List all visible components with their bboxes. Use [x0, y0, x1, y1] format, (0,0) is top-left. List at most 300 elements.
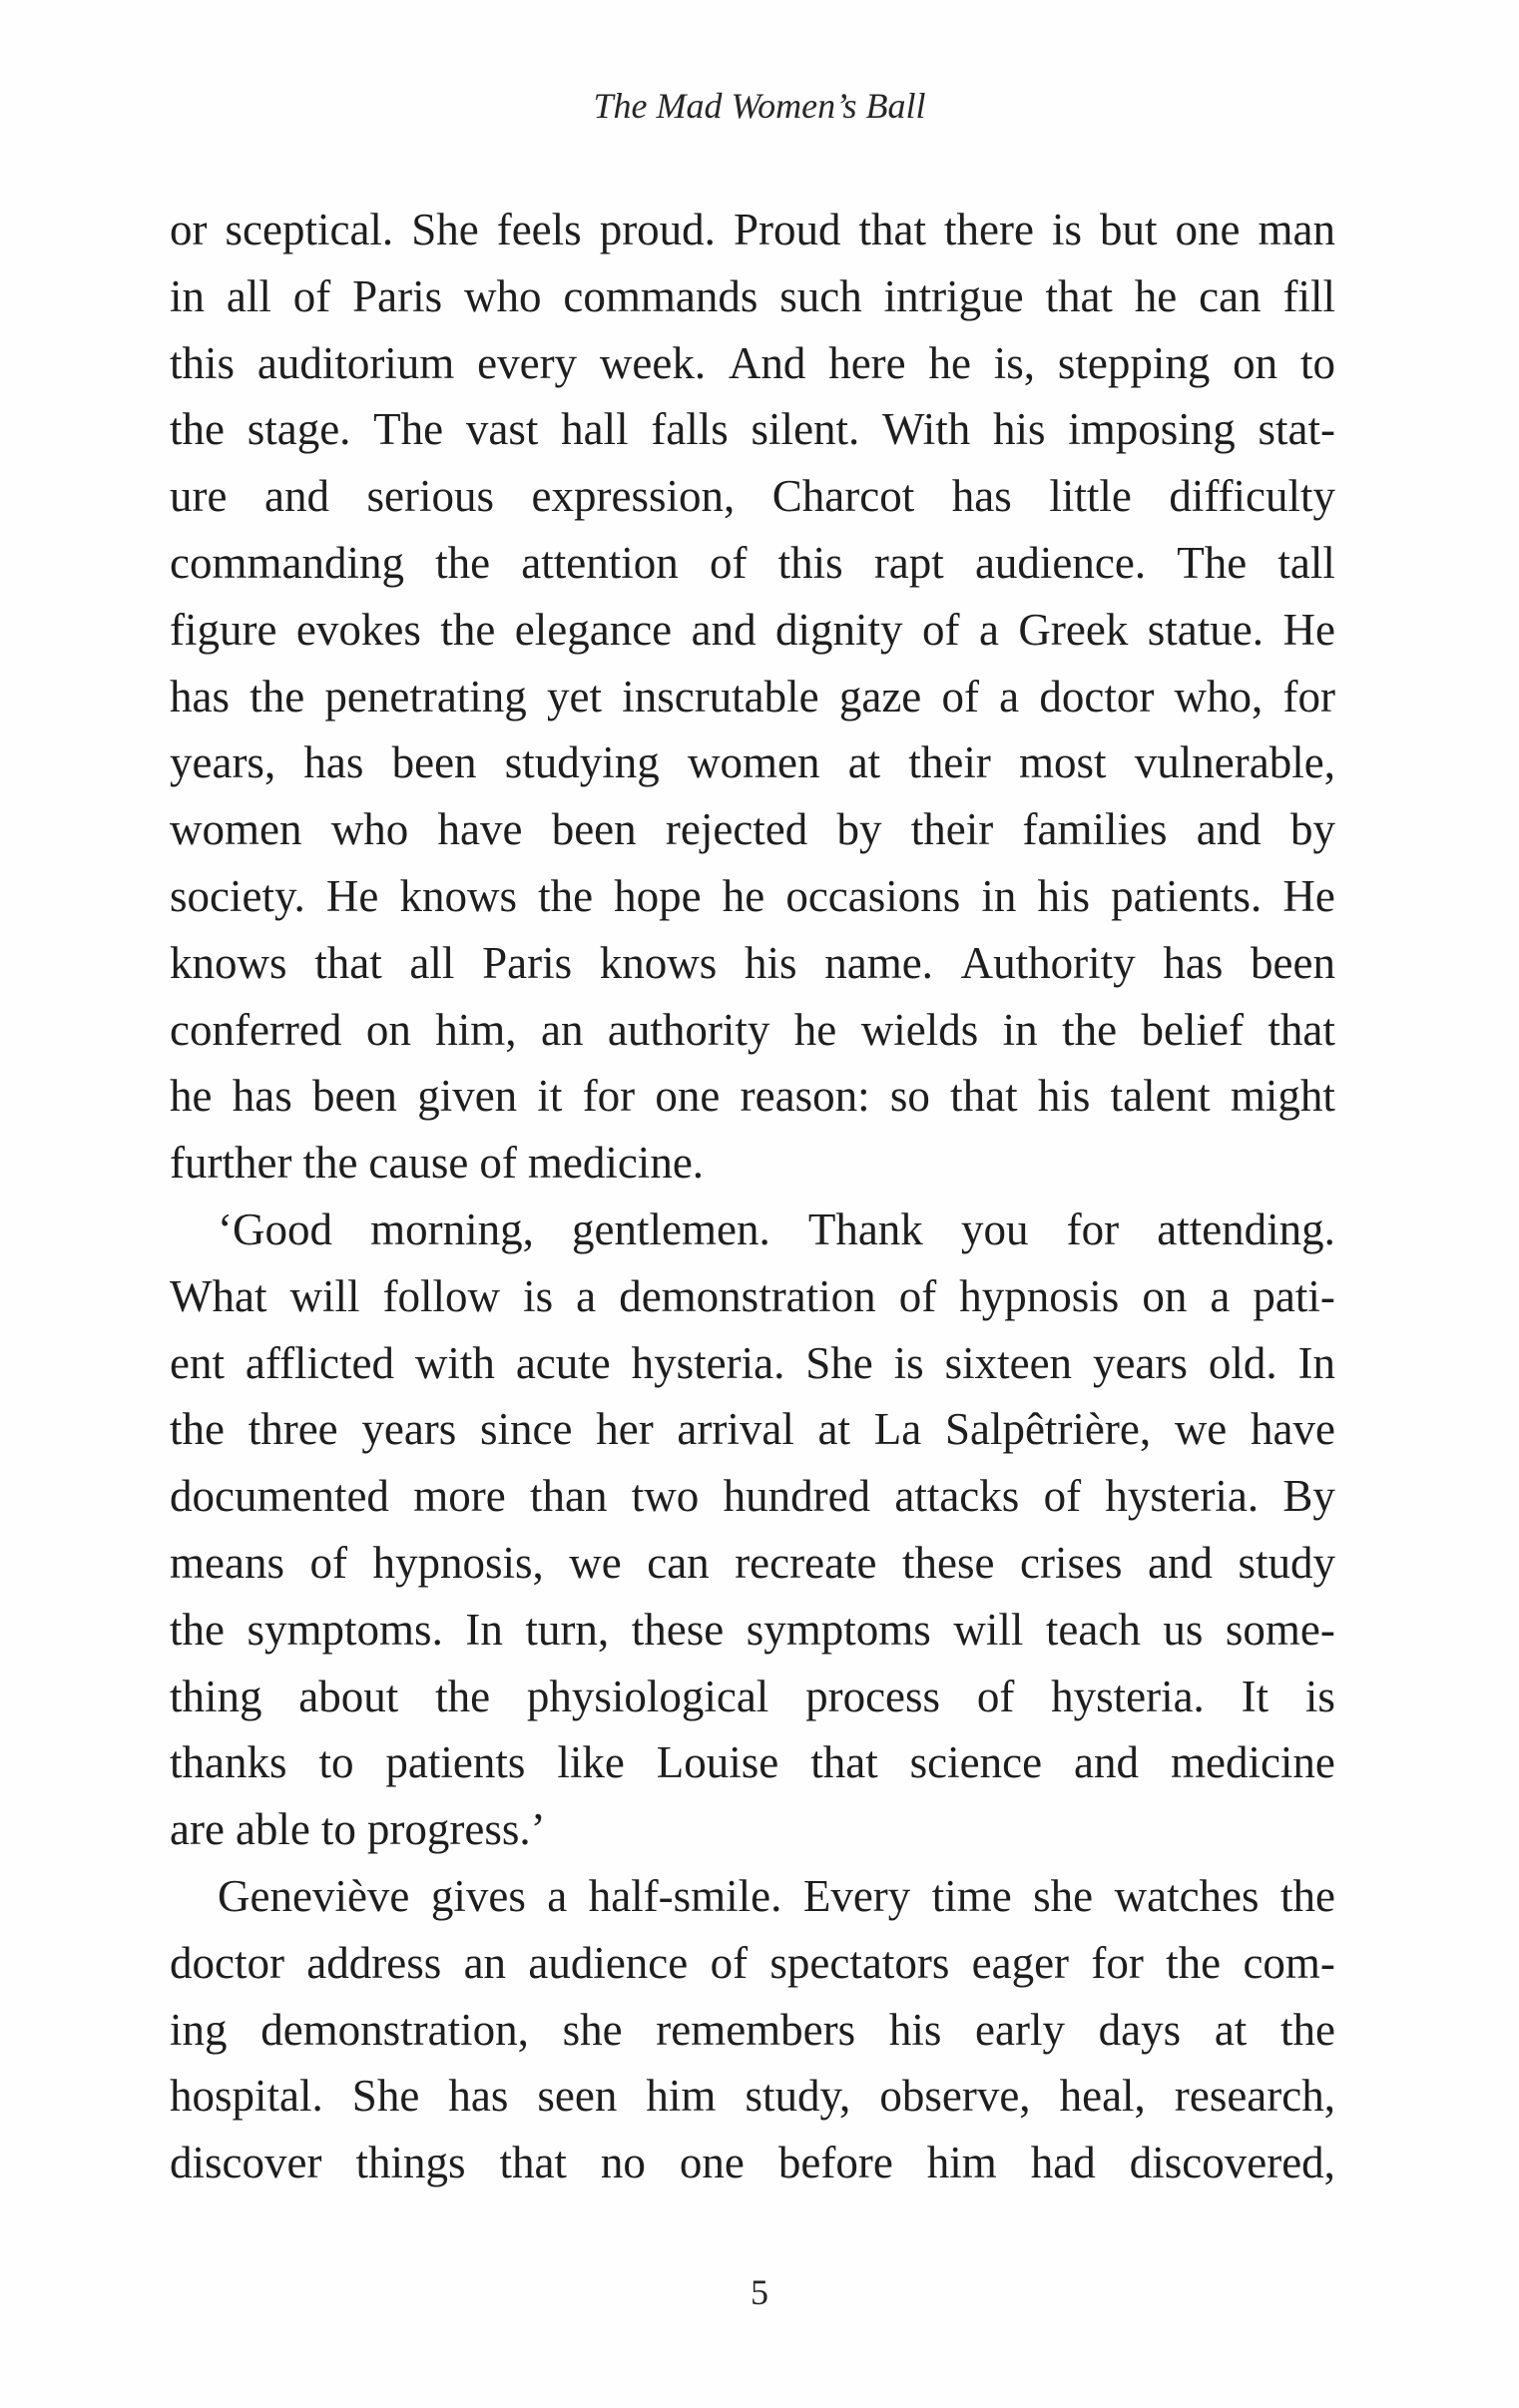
word: fill	[1282, 270, 1335, 321]
word: will	[953, 1604, 1024, 1655]
word: at	[847, 737, 881, 788]
word: He	[325, 870, 379, 921]
text-line	[170, 1396, 1335, 1463]
word: in	[170, 270, 206, 321]
word: their	[908, 737, 991, 788]
word: he	[722, 870, 765, 921]
word: to	[320, 1804, 356, 1855]
word: ent	[170, 1337, 225, 1388]
word: little	[1049, 471, 1132, 522]
word: of	[898, 1270, 937, 1321]
word: all	[226, 270, 271, 321]
word: doctor	[1039, 671, 1155, 722]
word: is,	[993, 337, 1036, 388]
word: of	[976, 1671, 1015, 1721]
word: study,	[745, 2071, 851, 2122]
word: and	[264, 471, 329, 522]
text-line	[170, 330, 1335, 397]
word: of	[922, 604, 960, 655]
page-number: 5	[751, 2272, 768, 2312]
text-line	[170, 1597, 1335, 1664]
word: cause	[368, 1138, 469, 1189]
word: proud.	[599, 205, 716, 254]
word: that	[1267, 1004, 1335, 1055]
word: man	[1258, 205, 1335, 254]
word: It	[1241, 1671, 1269, 1721]
word: is	[893, 1337, 924, 1388]
word: statue.	[1147, 604, 1264, 655]
word: to	[1299, 337, 1335, 388]
word: he	[928, 337, 971, 388]
word: society.	[170, 870, 305, 921]
word: And	[728, 337, 806, 388]
word: inscrutable	[622, 671, 819, 722]
word: years	[361, 1404, 457, 1455]
word: one	[655, 1071, 721, 1122]
word: Authority	[960, 937, 1136, 988]
word: him,	[435, 1004, 517, 1055]
word: she	[562, 2004, 623, 2055]
word: pati-	[1253, 1270, 1335, 1321]
word: the	[1166, 1937, 1222, 1988]
word: He	[1282, 604, 1335, 655]
word: these	[631, 1604, 725, 1655]
word: their	[910, 804, 994, 855]
word: authority	[607, 1004, 770, 1055]
word: crises	[1020, 1537, 1123, 1588]
word: that	[1045, 270, 1113, 321]
word: there	[943, 205, 1034, 254]
word: is	[523, 1270, 554, 1321]
word: belief	[1141, 1004, 1244, 1055]
word: before	[777, 2138, 893, 2188]
word: symptoms	[746, 1604, 931, 1655]
word: women	[170, 804, 302, 855]
word: penetrating	[324, 671, 527, 722]
text-line	[170, 1130, 1335, 1197]
word: will	[289, 1270, 360, 1321]
word: most	[1019, 737, 1107, 788]
word: acute	[515, 1337, 611, 1388]
word: have	[437, 804, 523, 855]
word: research,	[1174, 2071, 1335, 2122]
word: In	[465, 1604, 503, 1655]
word: and	[691, 604, 757, 655]
word: has	[448, 2071, 509, 2122]
word: for	[582, 1071, 636, 1122]
word: intrigue	[883, 270, 1024, 321]
text-line	[170, 1063, 1335, 1130]
word: been	[391, 737, 477, 788]
word: Thank	[807, 1204, 923, 1254]
word: science	[909, 1737, 1043, 1788]
word: gentlemen.	[572, 1204, 770, 1254]
word: given	[417, 1071, 518, 1122]
word: here	[828, 337, 906, 388]
word: of	[1043, 1471, 1082, 1522]
word: morning,	[370, 1204, 534, 1254]
word: women	[688, 737, 820, 788]
word: patients	[385, 1737, 526, 1788]
word: She	[351, 2071, 420, 2122]
text-line	[170, 530, 1335, 597]
word: The	[1177, 537, 1248, 588]
word: more	[413, 1471, 506, 1522]
word: wields	[860, 1004, 979, 1055]
word: gives	[430, 1870, 526, 1921]
word: three	[248, 1404, 338, 1455]
word: reason:	[740, 1071, 870, 1122]
text-line	[170, 1729, 1335, 1796]
word: sceptical.	[225, 205, 394, 254]
word: every	[477, 337, 578, 388]
word: hope	[614, 870, 702, 921]
word: like	[557, 1737, 625, 1788]
word: name.	[824, 937, 933, 988]
word: on	[1233, 337, 1278, 388]
word: we	[569, 1537, 622, 1588]
word: falls	[651, 404, 729, 455]
word: a	[576, 1270, 597, 1321]
word: of	[710, 1937, 749, 1988]
word: further	[170, 1138, 292, 1189]
word: who,	[1174, 671, 1264, 722]
word: been	[551, 804, 637, 855]
word: of	[479, 1138, 517, 1189]
word: so	[889, 1071, 930, 1122]
word: he	[793, 1004, 837, 1055]
word: stat-	[1258, 404, 1335, 455]
word: elegance	[514, 604, 673, 655]
word: discover	[170, 2138, 322, 2188]
word: silent.	[751, 404, 860, 455]
word: occasions	[785, 870, 961, 921]
word: days	[1098, 2004, 1182, 2055]
text-line	[170, 1530, 1335, 1597]
word: an	[540, 1004, 584, 1055]
word: commanding	[170, 537, 404, 588]
word: on	[1142, 1270, 1188, 1321]
word: evokes	[295, 604, 421, 655]
word: or	[170, 205, 208, 254]
word: yet	[547, 671, 602, 722]
word: such	[779, 270, 862, 321]
word: one	[1175, 205, 1241, 254]
text-line	[170, 1796, 1335, 1863]
text-line	[170, 863, 1335, 930]
paragraph	[170, 1863, 1335, 2196]
word: had	[1030, 2138, 1096, 2188]
word: he	[1134, 270, 1178, 321]
word: who	[464, 270, 542, 321]
word: the	[170, 1604, 225, 1655]
word: families	[1022, 804, 1168, 855]
word: hospital.	[170, 2071, 323, 2122]
text-line	[170, 997, 1335, 1064]
word: the	[170, 1404, 225, 1455]
word: hypnosis	[959, 1270, 1120, 1321]
word: his	[992, 404, 1046, 455]
word: he	[170, 1071, 213, 1122]
word: his	[745, 937, 797, 988]
word: arrival	[677, 1404, 794, 1455]
text-line	[170, 1330, 1335, 1397]
word: figure	[170, 604, 277, 655]
word: study	[1238, 1537, 1335, 1588]
word: that	[858, 205, 926, 254]
word: observe,	[879, 2071, 1031, 2122]
word: no	[600, 2138, 646, 2188]
word: conferred	[170, 1004, 342, 1055]
word: Every	[802, 1870, 911, 1921]
word: address	[306, 1937, 442, 1988]
text-line	[170, 396, 1335, 463]
word: it	[537, 1071, 563, 1122]
text-line	[170, 197, 1335, 263]
word: but	[1099, 205, 1158, 254]
word: tall	[1277, 537, 1335, 588]
word: expression,	[531, 471, 736, 522]
word: for	[1066, 1204, 1120, 1254]
text-line	[170, 2130, 1335, 2196]
word: symptoms.	[247, 1604, 443, 1655]
word: than	[530, 1471, 608, 1522]
text-line	[170, 2063, 1335, 2130]
word: hall	[561, 404, 629, 455]
word: the	[170, 404, 225, 455]
word: about	[298, 1671, 399, 1721]
word: Geneviève	[218, 1870, 410, 1921]
word: has	[951, 471, 1012, 522]
word: has	[232, 1071, 292, 1122]
word: these	[902, 1537, 995, 1588]
word: can	[1199, 270, 1262, 321]
word: With	[882, 404, 971, 455]
word: spectators	[769, 1937, 950, 1988]
word: that	[810, 1737, 878, 1788]
word: has	[1163, 937, 1224, 988]
paragraph	[170, 197, 1335, 1197]
word: able	[235, 1804, 310, 1855]
text-line	[170, 1863, 1335, 1930]
word: the	[538, 870, 594, 921]
paragraph	[170, 1197, 1335, 1863]
word: that	[314, 937, 382, 988]
word: who	[330, 804, 409, 855]
text-line	[170, 1997, 1335, 2064]
word: been	[1251, 937, 1335, 988]
word: is	[1051, 205, 1082, 254]
word: com-	[1243, 1937, 1335, 1988]
text-line	[170, 1664, 1335, 1730]
word: the	[250, 671, 305, 722]
word: hypnosis,	[372, 1537, 544, 1588]
word: He	[1282, 870, 1335, 921]
text-line	[170, 729, 1335, 796]
word: of	[709, 537, 748, 588]
word: dignity	[775, 604, 903, 655]
word: we	[1174, 1404, 1228, 1455]
word: you	[960, 1204, 1029, 1254]
word: a	[547, 1870, 568, 1921]
word: means	[170, 1537, 284, 1588]
word: hundred	[723, 1471, 871, 1522]
word: the	[302, 1138, 358, 1189]
word: The	[373, 404, 444, 455]
word: since	[480, 1404, 573, 1455]
word: sixteen	[944, 1337, 1073, 1388]
word: She	[805, 1337, 873, 1388]
word: the	[435, 537, 491, 588]
word: one	[679, 2138, 745, 2188]
word: knows	[399, 870, 517, 921]
word: and	[1196, 804, 1262, 855]
word: studying	[504, 737, 660, 788]
word: audience	[528, 1937, 689, 1988]
text-line	[170, 263, 1335, 330]
word: gaze	[838, 671, 922, 722]
word: at	[1214, 2004, 1248, 2055]
word: auditorium	[256, 337, 455, 388]
word: some-	[1225, 1604, 1335, 1655]
word: talent	[1110, 1071, 1211, 1122]
word: us	[1163, 1604, 1204, 1655]
word: commands	[563, 270, 759, 321]
word: audience.	[974, 537, 1147, 588]
word: a	[1210, 1270, 1231, 1321]
text-line	[170, 1197, 1335, 1263]
text-line	[170, 930, 1335, 997]
word: remembers	[656, 2004, 856, 2055]
word: attacks	[894, 1471, 1020, 1522]
word: progress.’	[366, 1804, 546, 1855]
word: stepping	[1057, 337, 1211, 388]
word: is	[1304, 1671, 1335, 1721]
body-text	[170, 197, 1335, 2196]
word: and	[1147, 1537, 1213, 1588]
word: watches	[1114, 1870, 1260, 1921]
word: Paris	[482, 937, 573, 988]
word: him	[646, 2071, 717, 2122]
word: the	[1279, 1870, 1335, 1921]
word: old.	[1208, 1337, 1277, 1388]
text-line	[170, 463, 1335, 530]
text-line	[170, 796, 1335, 863]
word: of	[941, 671, 979, 722]
word: medicine	[1170, 1737, 1335, 1788]
word: week.	[599, 337, 707, 388]
word: his	[1037, 1071, 1091, 1122]
word: of	[292, 270, 331, 321]
word: knows	[599, 937, 718, 988]
word: an	[463, 1937, 507, 1988]
word: afflicted	[245, 1337, 394, 1388]
word: demonstration	[619, 1270, 876, 1321]
word: doctor	[170, 1937, 284, 1988]
word: stage.	[247, 404, 351, 455]
word: his	[888, 2004, 942, 2055]
word: the	[435, 1671, 491, 1721]
word: early	[975, 2004, 1065, 2055]
word: for	[1091, 1937, 1144, 1988]
word: a	[999, 671, 1020, 722]
word: have	[1251, 1404, 1335, 1455]
word: ure	[170, 471, 228, 522]
word: vast	[465, 404, 539, 455]
word: serious	[366, 471, 495, 522]
word: years,	[170, 737, 276, 788]
word: on	[365, 1004, 411, 1055]
word: hysteria.	[1105, 1471, 1260, 1522]
word: rejected	[665, 804, 808, 855]
word: turn,	[525, 1604, 610, 1655]
word: she	[1033, 1870, 1094, 1921]
word: follow	[382, 1270, 501, 1321]
word: a	[978, 604, 999, 655]
word: time	[931, 1870, 1012, 1921]
word: difficulty	[1169, 471, 1335, 522]
word: patients.	[1111, 870, 1263, 921]
text-line	[170, 597, 1335, 664]
word: What	[170, 1270, 267, 1321]
word: in	[981, 870, 1017, 921]
word: discovered,	[1129, 2138, 1335, 2188]
word: physiological	[526, 1671, 769, 1721]
word: rapt	[873, 537, 944, 588]
word: in	[1002, 1004, 1038, 1055]
word: feels	[496, 205, 582, 254]
word: him	[926, 2138, 997, 2188]
word: are	[170, 1804, 225, 1855]
word: eager	[971, 1937, 1070, 1988]
word: might	[1230, 1071, 1335, 1122]
text-line	[170, 1463, 1335, 1530]
word: years	[1092, 1337, 1188, 1388]
word: vulnerable,	[1134, 737, 1335, 788]
word: has	[170, 671, 230, 722]
word: been	[311, 1071, 397, 1122]
word: Louise	[656, 1737, 779, 1788]
word: By	[1282, 1471, 1335, 1522]
word: at	[817, 1404, 851, 1455]
word: ing	[170, 2004, 228, 2055]
word: La	[873, 1404, 922, 1455]
word: that	[499, 2138, 567, 2188]
word: to	[318, 1737, 354, 1788]
word: Proud	[733, 205, 841, 254]
word: can	[647, 1537, 710, 1588]
word: In	[1297, 1337, 1335, 1388]
word: the	[440, 604, 496, 655]
text-line	[170, 664, 1335, 730]
word: seen	[537, 2071, 618, 2122]
text-line	[170, 1263, 1335, 1330]
word: process	[805, 1671, 941, 1721]
word: demonstration,	[260, 2004, 529, 2055]
word: hysteria.	[1051, 1671, 1205, 1721]
word: by	[836, 804, 882, 855]
word: all	[409, 937, 455, 988]
text-line	[170, 1930, 1335, 1997]
word: attending.	[1157, 1204, 1335, 1254]
word: by	[1289, 804, 1335, 855]
word: documented	[170, 1471, 389, 1522]
word: thing	[170, 1671, 262, 1721]
word: the	[1279, 2004, 1335, 2055]
word: two	[631, 1471, 700, 1522]
word: She	[411, 205, 479, 254]
word: Salpêtrière,	[944, 1404, 1152, 1455]
